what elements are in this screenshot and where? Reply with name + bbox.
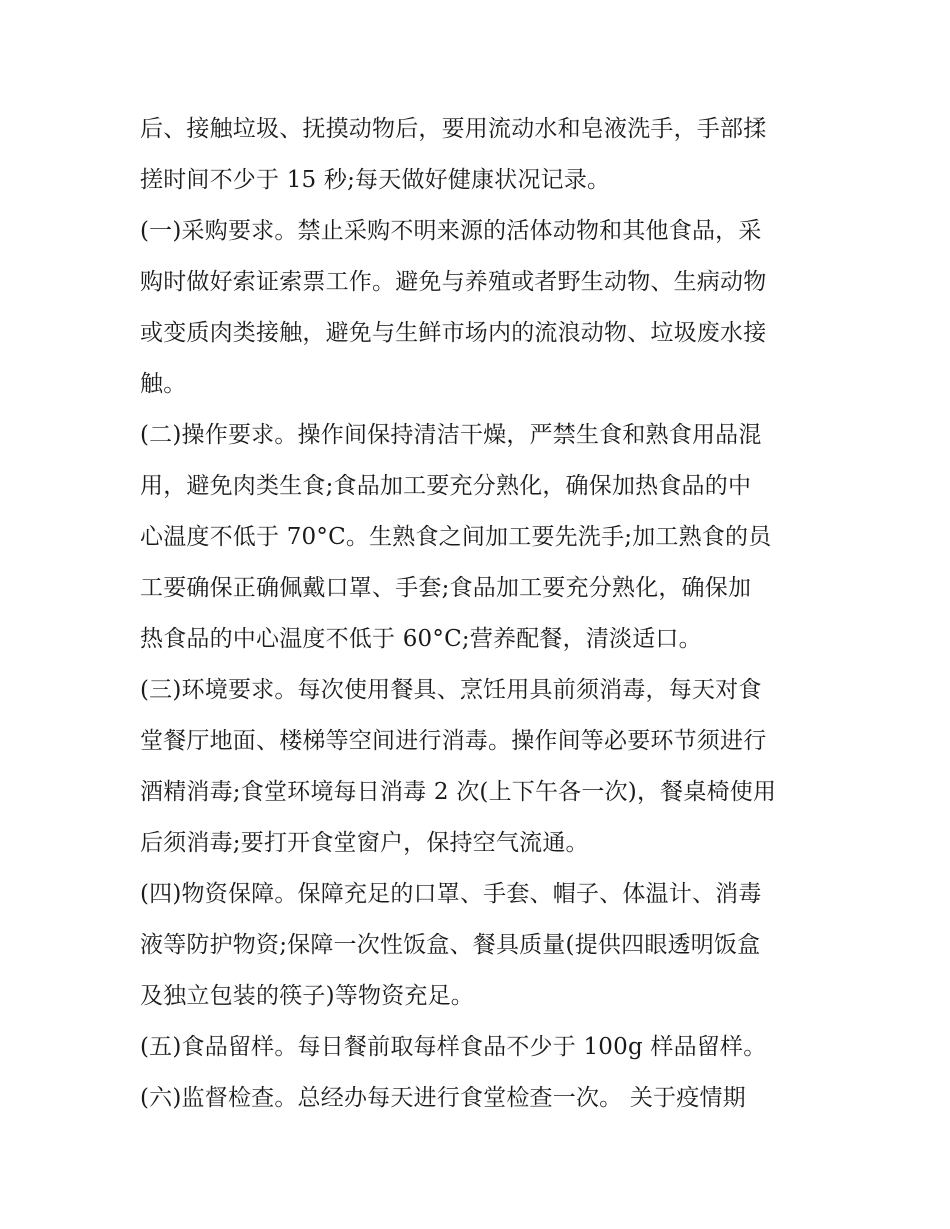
text-line: (四)物资保障。保障充足的口罩、手套、帽子、体温计、消毒 (140, 881, 762, 907)
text-line: (三)环境要求。每次使用餐具、烹饪用具前须消毒，每天对食 (140, 677, 762, 703)
text-line: 及独立包装的筷子)等物资充足。 (140, 983, 474, 1009)
text-line: 心温度不低于 70°C。生熟食之间加工要先洗手;加工熟食的员 (140, 524, 772, 550)
text-line: 后须消毒;要打开食堂窗户，保持空气流通。 (140, 830, 589, 856)
text-line: (六)监督检查。总经办每天进行食堂检查一次。 关于疫情期 (140, 1085, 746, 1111)
text-line: 或变质肉类接触，避免与生鲜市场内的流浪动物、垃圾废水接 (140, 320, 767, 346)
text-line: 堂餐厅地面、楼梯等空间进行消毒。操作间等必要环节须进行 (140, 728, 767, 754)
text-line: 工要确保正确佩戴口罩、手套;食品加工要充分熟化，确保加 (140, 575, 752, 601)
document-body (140, 104, 815, 1124)
text-line: 酒精消毒;食堂环境每日消毒 2 次(上下午各一次)，餐桌椅使用 (140, 779, 777, 805)
text-line: 液等防护物资;保障一次性饭盒、餐具质量(提供四眼透明饭盒 (140, 932, 761, 958)
text-line: 后、接触垃圾、抚摸动物后，要用流动水和皂液洗手，手部揉 (140, 116, 767, 142)
text-line: (五)食品留样。每日餐前取每样食品不少于 100g 样品留样。 (140, 1034, 767, 1060)
text-line: 搓时间不少于 15 秒;每天做好健康状况记录。 (140, 167, 611, 193)
text-line: (二)操作要求。操作间保持清洁干燥，严禁生食和熟食用品混 (140, 422, 762, 448)
text-line: (一)采购要求。禁止采购不明来源的活体动物和其他食品，采 (140, 218, 762, 244)
text-line: 热食品的中心温度不低于 60°C;营养配餐，清淡适口。 (140, 626, 702, 652)
text-line: 购时做好索证索票工作。避免与养殖或者野生动物、生病动物 (140, 269, 767, 295)
text-line: 触。 (140, 371, 187, 397)
text-line: 用，避免肉类生食;食品加工要充分熟化，确保加热食品的中 (140, 473, 752, 499)
